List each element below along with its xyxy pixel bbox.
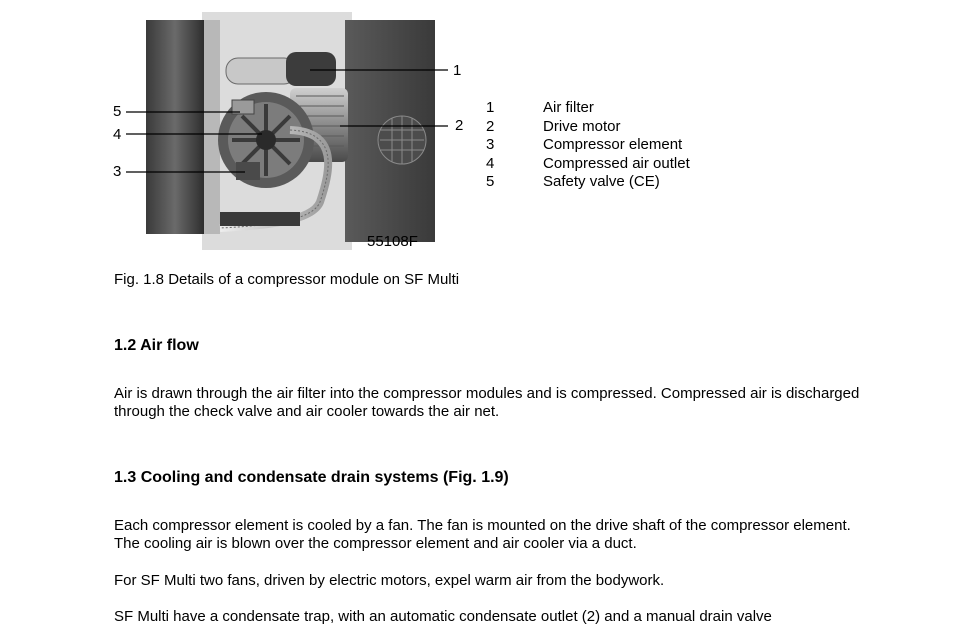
paragraph-air-flow: Air is drawn through the air filter into the compressor modules and is compressed. Compressed air is discharged through the check valve and air cooler towards the air net. [114, 385, 860, 420]
callout-2: 2 [455, 117, 464, 134]
legend-label: Compressed air outlet [543, 155, 690, 172]
callout-4: 4 [113, 126, 122, 143]
section-heading-air-flow: 1.2 Air flow [114, 337, 199, 354]
legend-label: Drive motor [543, 118, 621, 135]
legend-num: 2 [486, 118, 495, 135]
legend-label: Compressor element [543, 136, 683, 153]
photo-code: 55108F [367, 233, 418, 250]
figure-caption: Fig. 1.8 Details of a compressor module on SF Multi [114, 271, 460, 288]
callout-5: 5 [113, 103, 122, 120]
callout-leader-lines [0, 0, 954, 260]
legend-num: 1 [486, 99, 495, 116]
paragraph-cooling-1: Each compressor element is cooled by a fan. The fan is mounted on the drive shaft of the compressor element. The cooling air is blown over the compressor element and air cooler via a duct. [114, 517, 851, 552]
callout-3: 3 [113, 163, 122, 180]
legend-num: 3 [486, 136, 495, 153]
callout-1: 1 [453, 62, 462, 79]
paragraph-cooling-3: SF Multi have a condensate trap, with an automatic condensate outlet (2) and a manual drain valve [114, 608, 772, 625]
legend-label: Safety valve (CE) [543, 173, 660, 190]
legend-num: 4 [486, 155, 495, 172]
paragraph-cooling-2: For SF Multi two fans, driven by electric motors, expel warm air from the bodywork. [114, 572, 665, 589]
legend-num: 5 [486, 173, 495, 190]
section-heading-cooling: 1.3 Cooling and condensate drain systems (Fig. 1.9) [114, 469, 509, 486]
legend-label: Air filter [543, 99, 594, 116]
